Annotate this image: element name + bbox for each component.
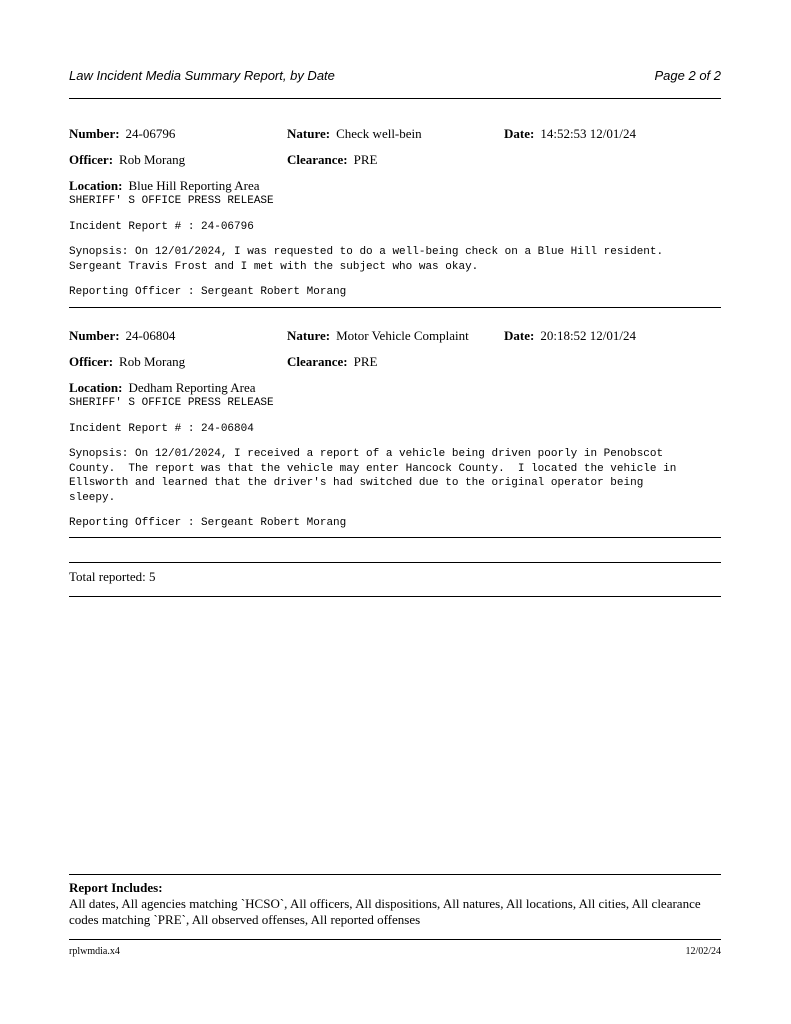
incident-nature-field xyxy=(287,328,469,344)
report-includes xyxy=(69,880,721,928)
incident-record xyxy=(69,328,721,531)
page-indicator: Page 2 of 2 xyxy=(654,68,721,83)
footer-divider xyxy=(69,939,721,940)
incident-date: 14:52:53 12/01/24 xyxy=(540,126,637,141)
date-label: Date: xyxy=(504,126,535,141)
incident-clearance: PRE xyxy=(353,152,378,167)
incident-nature-field xyxy=(287,126,422,142)
incident-number: 24-06804 xyxy=(125,328,176,343)
total-reported: Total reported: 5 xyxy=(69,569,156,584)
incident-divider xyxy=(69,307,721,308)
incident-clearance-field xyxy=(287,152,377,168)
location-label: Location: xyxy=(69,178,123,193)
officer-label: Officer: xyxy=(69,354,114,369)
incident-officer: Rob Morang xyxy=(119,354,186,369)
incident-officer: Rob Morang xyxy=(119,152,186,167)
date-label: Date: xyxy=(504,328,535,343)
number-label: Number: xyxy=(69,328,120,343)
number-label: Number: xyxy=(69,126,120,141)
incident-location-field xyxy=(69,380,721,396)
report-includes-text: All dates, All agencies matching `HCSO`, All officers, All dispositions, All natures, All locations, All cities, All clearance codes matching `PRE`, All observed offenses, All reported offenses xyxy=(69,896,701,927)
reporting-officer: Reporting Officer : Sergeant Robert Morang xyxy=(69,517,347,529)
report-title: Law Incident Media Summary Report, by Date xyxy=(69,68,335,83)
incident-synopsis: Synopsis: On 12/01/2024, I was requested to do a well-being check on a Blue Hill resident. Sergeant Travis Frost and I met with the subject who was okay. xyxy=(69,246,664,273)
incident-clearance: PRE xyxy=(353,354,378,369)
incident-number-field xyxy=(69,328,175,344)
incident-number-field xyxy=(69,126,175,142)
incident-officer-field xyxy=(69,152,185,168)
incident-nature: Check well-bein xyxy=(336,126,422,141)
clearance-label: Clearance: xyxy=(287,152,348,167)
incident-nature: Motor Vehicle Complaint xyxy=(336,328,469,343)
incident-officer-field xyxy=(69,354,185,370)
includes-divider xyxy=(69,874,721,875)
incident-report-number: Incident Report # : 24-06796 xyxy=(69,220,254,233)
incident-number: 24-06796 xyxy=(125,126,176,141)
summary-divider-top xyxy=(69,562,721,563)
press-release-line: SHERIFF' S OFFICE PRESS RELEASE xyxy=(69,397,274,409)
clearance-label: Clearance: xyxy=(287,354,348,369)
nature-label: Nature: xyxy=(287,126,331,141)
incident-date-field xyxy=(504,126,636,142)
incident-report-number: Incident Report # : 24-06804 xyxy=(69,422,254,435)
press-release-line: SHERIFF' S OFFICE PRESS RELEASE xyxy=(69,195,274,207)
incident-date: 20:18:52 12/01/24 xyxy=(540,328,637,343)
summary-divider-bottom xyxy=(69,596,721,597)
header-divider xyxy=(69,98,721,99)
officer-label: Officer: xyxy=(69,152,114,167)
reporting-officer: Reporting Officer : Sergeant Robert Morang xyxy=(69,286,347,298)
report-page xyxy=(69,0,721,1024)
print-date: 12/02/24 xyxy=(685,946,721,957)
incident-divider xyxy=(69,537,721,538)
report-code: rplwmdia.x4 xyxy=(69,946,120,957)
incident-date-field xyxy=(504,328,636,344)
incident-record xyxy=(69,126,721,300)
report-includes-title: Report Includes: xyxy=(69,880,163,895)
incident-location-field xyxy=(69,178,721,194)
incident-clearance-field xyxy=(287,354,377,370)
incident-synopsis: Synopsis: On 12/01/2024, I received a report of a vehicle being driven poorly in Penobscot County. The report was that the vehicle may enter Hancock County. I located the vehicle in Ellsworth and learned that the driver's had switched due to the original operator being sleepy. xyxy=(69,448,677,504)
location-label: Location: xyxy=(69,380,123,395)
incident-location: Dedham Reporting Area xyxy=(128,380,256,395)
incident-location: Blue Hill Reporting Area xyxy=(128,178,260,193)
nature-label: Nature: xyxy=(287,328,331,343)
